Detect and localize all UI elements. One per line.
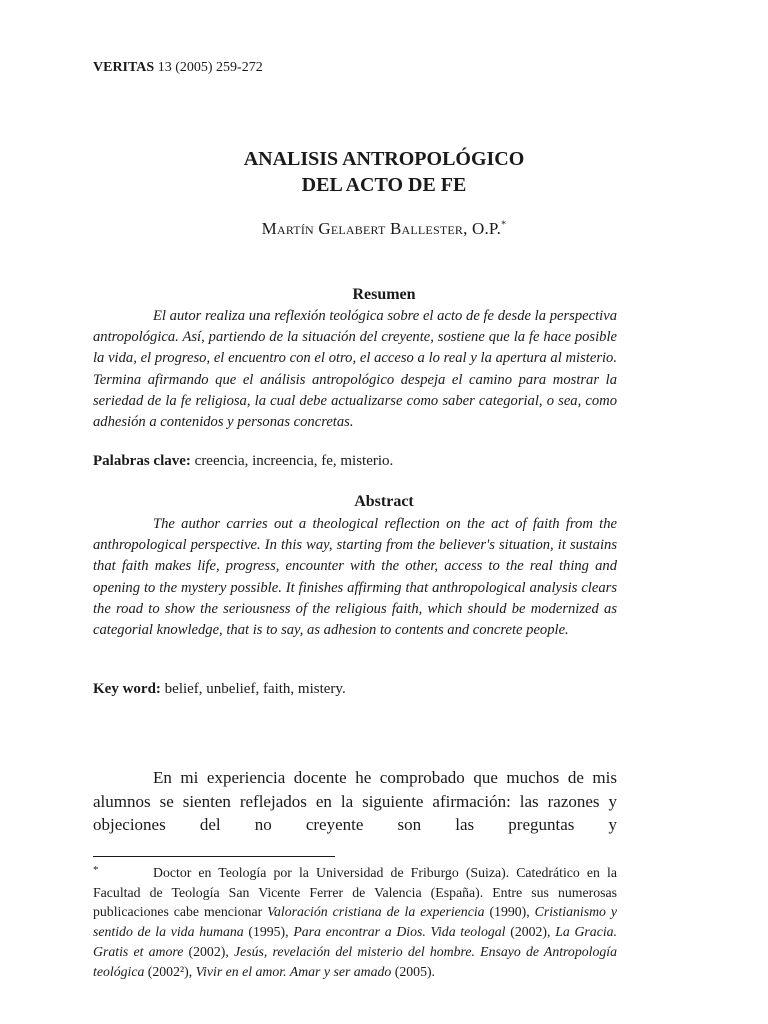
footnote-work-title-3: Para encontrar a Dios. Vida teologal: [293, 924, 506, 940]
abstract-heading: Abstract: [354, 493, 414, 510]
author-footnote-mark: *: [501, 219, 507, 231]
footnote-work-title-1: Valoración cristiana de la experiencia: [267, 904, 485, 920]
key-word: [93, 681, 675, 698]
palabras-clave-label: Palabras clave:: [93, 453, 191, 469]
resumen-text: El autor realiza una reflexión teológica sobre el acto de fe desde la perspectiva antropológica. Así, partiendo de la situación del creyente, sostiene que la fe hace posible la vida, el progreso, el encuentro con el otro, el acceso a lo real y la apertura al misterio. Termina afirmando que el análisis antropológico despeja el camino para mostrar la seriedad de la fe religiosa, la cual debe actualizarse como saber categorial, o sea, como adhesión a contenidos y personas concretas.: [93, 308, 617, 431]
article-title-line-2: DEL ACTO DE FE: [301, 174, 467, 196]
palabras-clave: [93, 453, 675, 470]
footnote-work-title-4: La Gracia. Gratis et amore: [93, 924, 618, 959]
footnote-text-2: (1990),: [484, 904, 535, 920]
article-title-line-1: ANALISIS ANTROPOLÓGICO: [243, 148, 525, 170]
footnote-text-3: (1995),: [243, 924, 294, 940]
article-title: [93, 146, 675, 198]
resumen-heading: Resumen: [352, 286, 416, 303]
abstract-text: The author carries out a theological reflection on the act of faith from the anthropological perspective. In this way, starting from the believer's situation, it sustains that faith makes life, progress, encounter with the other, access to the real thing and opening to the mystery possible. It finishes affirming that anthropological analysis clears the road to show the seriousness of the religious faith, which should be modernized as categorial knowledge, that is to say, as adhesion to contents and concrete people.: [93, 516, 617, 639]
footnote-text-1: Doctor en Teología por la Universidad de Friburgo (Suiza). Catedrático en la Facultad de Teología San Vicente Ferrer de Valencia (España). Entre sus numerosas publicaciones cabe mencionar: [93, 865, 617, 920]
footnote-work-title-6: Vivir en el amor. Amar y ser amado: [195, 963, 392, 979]
footnote-text-4: (2002),: [505, 924, 556, 940]
footnote-text-6: (2002²),: [144, 963, 196, 979]
body-paragraph: En mi experiencia docente he comprobado que muchos de mis alumnos se sienten reflejados en la siguiente afirmación: las razones y objeciones del no creyente son las preguntas y: [93, 768, 617, 834]
footnote-separator: [93, 856, 335, 857]
footnote-work-title-2: Cristianismo y sentido de la vida humana: [93, 904, 618, 940]
footnote-work-title-5: Jesús, revelación del misterio del hombre. Ensayo de Antropología teológica: [93, 943, 617, 979]
footnote-mark: *: [93, 864, 99, 876]
palabras-clave-value: creencia, increencia, fe, misterio.: [194, 453, 394, 469]
journal-volume-pages: 13 (2005) 259-272: [157, 60, 263, 75]
key-word-value: belief, unbelief, faith, mistery.: [164, 681, 346, 697]
footnote-text-5: (2002),: [183, 943, 234, 959]
footnote: [93, 863, 617, 981]
footnote-text-7: (2005).: [391, 963, 436, 979]
journal-name: VERITAS: [93, 60, 155, 75]
journal-citation: [93, 60, 263, 76]
key-word-label: Key word:: [93, 681, 161, 697]
author-name: Martín Gelabert Ballester, O.P.: [261, 219, 502, 238]
article-author: [93, 219, 675, 239]
